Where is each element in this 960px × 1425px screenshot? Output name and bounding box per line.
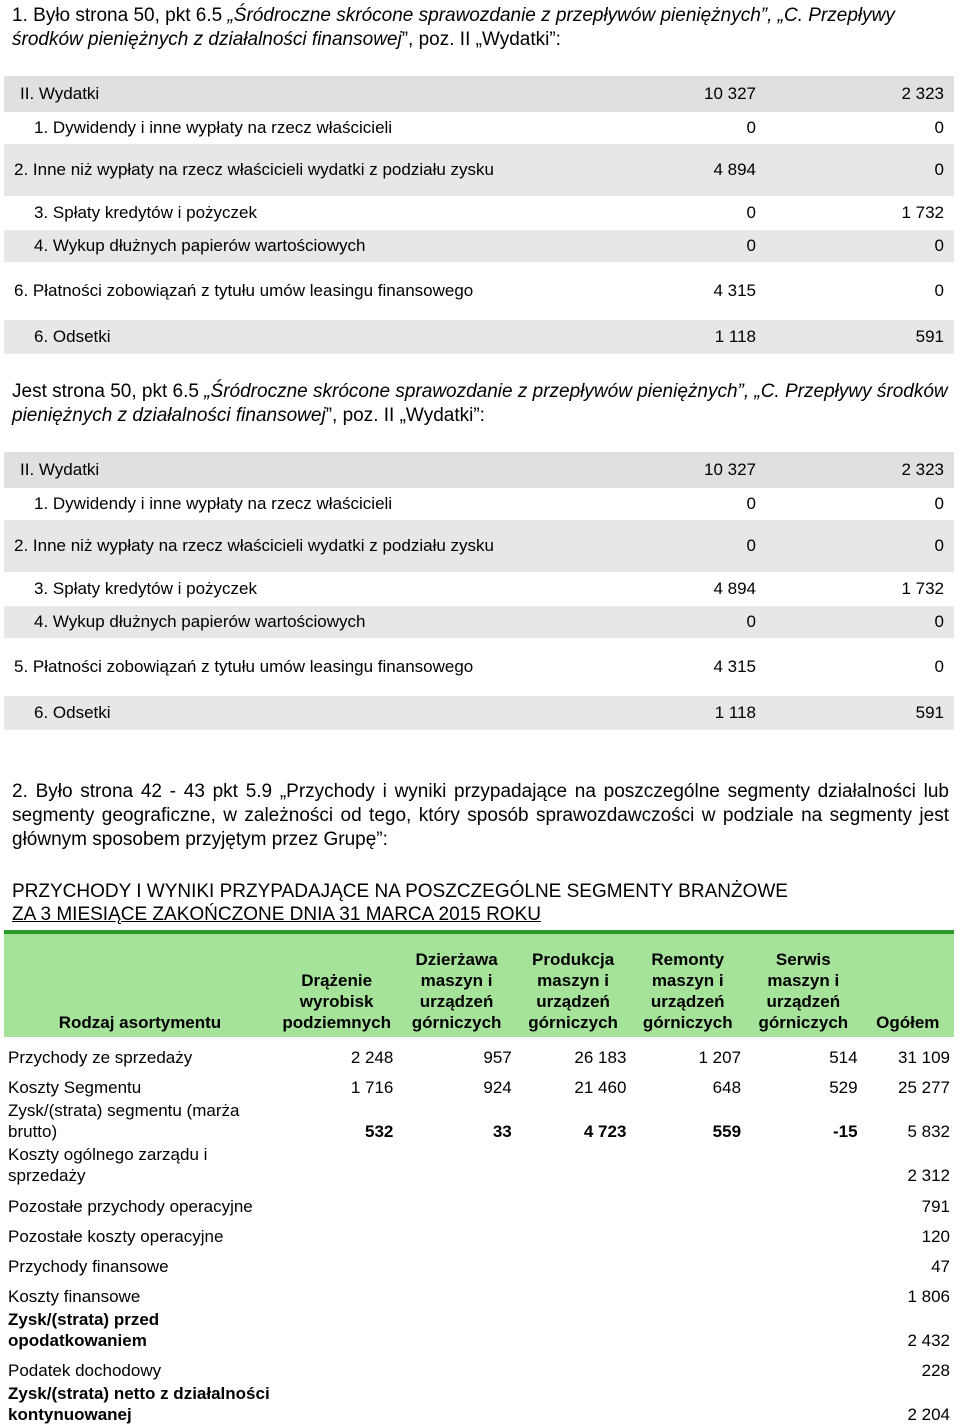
row-label: II. Wydatki: [4, 76, 640, 112]
segment-value: 514: [829, 1048, 858, 1067]
segment-value: [276, 1247, 397, 1277]
row-value-previous: 591: [766, 320, 954, 354]
row-value-current: 10 327: [640, 452, 766, 488]
row-value-previous: 1 732: [901, 579, 944, 598]
segment-value: [276, 1186, 397, 1217]
row-value-current: 4 315: [713, 657, 756, 676]
segment-row-label: Przychody finansowe: [8, 1257, 169, 1276]
segment-value: 957: [483, 1048, 512, 1067]
row-value-previous: 0: [766, 520, 954, 572]
segment-value: 924: [483, 1078, 512, 1097]
header-product-type: Rodzaj asortymentu: [4, 932, 276, 1037]
segment-value: [276, 1277, 397, 1307]
segment-value: [745, 1351, 862, 1381]
row-value-previous: 591: [766, 696, 954, 730]
header-segment: Produkcja maszyn i urządzeń górniczych: [516, 932, 631, 1037]
segment-value: [397, 1381, 515, 1425]
segment-value: 31 109: [898, 1048, 950, 1067]
header-segment: Ogółem: [862, 932, 954, 1037]
segment-value: 2 204: [907, 1405, 950, 1424]
segment-value: [630, 1277, 745, 1307]
segment-row: [4, 1381, 954, 1425]
is-section: „Śródroczne skrócone sprawozdanie z przepływów pieniężnych”, „C. Przepływy środków pieniężnych z działalności finansowej: [12, 381, 948, 426]
row-value-current: 4 894: [640, 144, 766, 196]
segment-value: [745, 1186, 862, 1217]
row-value-current: 0: [746, 118, 756, 137]
header-segment: Dzierżawa maszyn i urządzeń górniczych: [397, 932, 515, 1037]
row-value-current: 0: [640, 520, 766, 572]
segment-value: [745, 1381, 862, 1425]
cashflow-row: [4, 196, 954, 230]
segment-row: [4, 1037, 954, 1068]
segments-title-line1: PRZYCHODY I WYNIKI PRZYPADAJĄCE NA POSZCZEGÓLNE SEGMENTY BRANŻOWE: [12, 881, 788, 902]
row-label: 6. Odsetki: [4, 696, 640, 730]
row-value-previous: 0: [934, 657, 944, 676]
segment-value: [397, 1186, 515, 1217]
segment-value: 532: [364, 1122, 394, 1141]
segment-value: [397, 1307, 515, 1351]
segment-value: 25 277: [898, 1078, 950, 1097]
segment-value: 47: [931, 1257, 950, 1276]
header-segment: Serwis maszyn i urządzeń górniczych: [745, 932, 862, 1037]
row-value-previous: 1 732: [901, 203, 944, 222]
segment-row-label: Koszty ogólnego zarządu i sprzedaży: [8, 1145, 208, 1185]
cashflow-row: [4, 520, 954, 572]
cashflow-row: [4, 488, 954, 520]
row-value-previous: 0: [766, 144, 954, 196]
segment-value: [630, 1217, 745, 1247]
segment-value: 529: [829, 1078, 858, 1097]
item1-tail: ”, poz. II „Wydatki”:: [401, 29, 561, 50]
segment-value: 2 312: [907, 1166, 950, 1185]
cashflow-row: [4, 230, 954, 262]
row-label: 5. Płatności zobowiązań z tytułu umów leasingu finansowego: [14, 657, 474, 676]
segment-row: [4, 1247, 954, 1277]
row-value-previous: 2 323: [766, 452, 954, 488]
segment-row-label: Zysk/(strata) segmentu (marża brutto): [8, 1101, 240, 1141]
segment-value: 1 716: [350, 1078, 394, 1097]
segment-value: 2 248: [350, 1048, 394, 1067]
segment-row: [4, 1142, 954, 1186]
was-cashflow-table: [4, 76, 954, 354]
segment-row-label: Pozostałe przychody operacyjne: [8, 1197, 253, 1216]
segment-value: 1 207: [698, 1048, 742, 1067]
cashflow-row: [4, 638, 954, 696]
row-value-previous: 0: [934, 494, 944, 513]
segment-value: -15: [833, 1122, 858, 1141]
row-value-previous: 0: [934, 281, 944, 300]
segment-value: [276, 1142, 397, 1186]
segment-value: [276, 1381, 397, 1425]
row-label: 6. Płatności zobowiązań z tytułu umów leasingu finansowego: [14, 281, 474, 300]
segment-value: [397, 1351, 515, 1381]
cashflow-row: [4, 144, 954, 196]
segment-row-label: Przychody ze sprzedaży: [8, 1048, 193, 1067]
segment-row-label: Koszty finansowe: [8, 1287, 141, 1306]
segment-value: [516, 1186, 631, 1217]
row-label: 1. Dywidendy i inne wypłaty na rzecz właścicieli: [34, 494, 393, 513]
cashflow-row: [4, 606, 954, 638]
segment-value: 21 460: [574, 1078, 627, 1097]
segment-value: 120: [921, 1227, 950, 1246]
segment-value: 2 432: [907, 1331, 950, 1350]
segment-value: 791: [921, 1197, 950, 1216]
segment-row: [4, 1351, 954, 1381]
cashflow-row: [4, 452, 954, 488]
segment-value: [630, 1307, 745, 1351]
item1-number: 1.: [12, 5, 28, 26]
row-value-current: 0: [640, 230, 766, 262]
segment-value: [630, 1186, 745, 1217]
row-value-current: 4 894: [713, 579, 756, 598]
segment-row: [4, 1277, 954, 1307]
row-value-previous: 0: [934, 118, 944, 137]
segment-value: [516, 1217, 631, 1247]
segment-value: [516, 1247, 631, 1277]
segment-value: [745, 1142, 862, 1186]
row-label: 1. Dywidendy i inne wypłaty na rzecz właścicieli: [34, 118, 393, 137]
row-label: 6. Odsetki: [4, 320, 640, 354]
row-value-current: 10 327: [640, 76, 766, 112]
segment-value: [516, 1307, 631, 1351]
row-value-current: 1 118: [640, 696, 766, 730]
segment-row-label: Koszty Segmentu: [8, 1078, 142, 1097]
segment-row: [4, 1186, 954, 1217]
row-value-current: 4 315: [713, 281, 756, 300]
row-value-previous: 0: [766, 230, 954, 262]
row-value-current: 1 118: [640, 320, 766, 354]
header-segment: Drążenie wyrobisk podziemnych: [276, 932, 397, 1037]
row-label: 2. Inne niż wypłaty na rzecz właścicieli wydatki z podziału zysku: [4, 144, 640, 196]
segment-value: [397, 1277, 515, 1307]
header-segment: Remonty maszyn i urządzeń górniczych: [630, 932, 745, 1037]
row-value-current: 0: [746, 203, 756, 222]
is-cashflow-table: [4, 452, 954, 730]
segments-title: [12, 880, 949, 926]
item1-heading: [12, 4, 949, 52]
is-tail: ”, poz. II „Wydatki”:: [325, 405, 485, 426]
segment-row-label: Zysk/(strata) przed opodatkowaniem: [8, 1310, 160, 1350]
segment-value: 559: [712, 1122, 742, 1141]
segment-value: [630, 1142, 745, 1186]
segment-value: [397, 1142, 515, 1186]
segments-table: [4, 930, 954, 1425]
segment-value: 5 832: [907, 1122, 950, 1141]
cashflow-row: [4, 320, 954, 354]
segment-row: [4, 1217, 954, 1247]
segment-value: 26 183: [574, 1048, 627, 1067]
row-value-current: 0: [746, 494, 756, 513]
segment-value: [516, 1142, 631, 1186]
segment-row-label: Podatek dochodowy: [8, 1361, 162, 1380]
segment-value: [745, 1217, 862, 1247]
segment-value: [397, 1217, 515, 1247]
row-value-previous: 0: [766, 606, 954, 638]
row-value-previous: 2 323: [766, 76, 954, 112]
row-label: II. Wydatki: [4, 452, 640, 488]
row-label: 3. Spłaty kredytów i pożyczek: [34, 203, 257, 222]
row-label: 4. Wykup dłużnych papierów wartościowych: [4, 606, 640, 638]
cashflow-row: [4, 112, 954, 144]
segment-value: [276, 1351, 397, 1381]
segment-row-label: Pozostałe koszty operacyjne: [8, 1227, 224, 1246]
item1-section: „Śródroczne skrócone sprawozdanie z przepływów pieniężnych”, „C. Przepływy środków pieniężnych z działalności finansowej: [12, 5, 895, 50]
row-value-current: 0: [640, 606, 766, 638]
segment-value: [745, 1247, 862, 1277]
segment-value: [516, 1381, 631, 1425]
segment-value: [630, 1351, 745, 1381]
segment-value: 33: [492, 1122, 512, 1141]
cashflow-row: [4, 262, 954, 320]
segment-value: [397, 1247, 515, 1277]
segment-value: 648: [712, 1078, 742, 1097]
segment-value: [745, 1277, 862, 1307]
is-intro: Jest strona 50, pkt 6.5: [12, 381, 205, 402]
row-label: 4. Wykup dłużnych papierów wartościowych: [4, 230, 640, 262]
is-heading: [12, 380, 949, 428]
row-label: 2. Inne niż wypłaty na rzecz właścicieli wydatki z podziału zysku: [4, 520, 640, 572]
segment-value: [630, 1247, 745, 1277]
cashflow-row: [4, 696, 954, 730]
row-label: 3. Spłaty kredytów i pożyczek: [34, 579, 257, 598]
segment-value: [745, 1307, 862, 1351]
segment-row-label: Zysk/(strata) netto z działalności kontynuowanej: [8, 1384, 270, 1424]
segment-value: [516, 1277, 631, 1307]
segment-value: 4 723: [583, 1122, 627, 1141]
segment-value: 228: [921, 1361, 950, 1380]
item1-intro: Było strona 50, pkt 6.5: [33, 5, 228, 26]
segments-title-line2: ZA 3 MIESIĄCE ZAKOŃCZONE DNIA 31 MARCA 2015 ROKU: [12, 904, 541, 925]
segment-value: [630, 1381, 745, 1425]
segment-row: [4, 1068, 954, 1098]
segment-value: 1 806: [907, 1287, 950, 1306]
item2-paragraph: 2. Było strona 42 - 43 pkt 5.9 „Przychody i wyniki przypadające na poszczególne segmenty działalności lub segmenty geograficzne, w zależności od tego, który sposób sprawozdawczości w podziale na segmenty jest głównym sposobem przyjętym przez Grupę”:: [12, 781, 949, 850]
cashflow-row: [4, 572, 954, 606]
segment-value: [276, 1217, 397, 1247]
segment-row: [4, 1098, 954, 1142]
segment-value: [276, 1307, 397, 1351]
segment-row: [4, 1307, 954, 1351]
cashflow-row: [4, 76, 954, 112]
segment-value: [516, 1351, 631, 1381]
